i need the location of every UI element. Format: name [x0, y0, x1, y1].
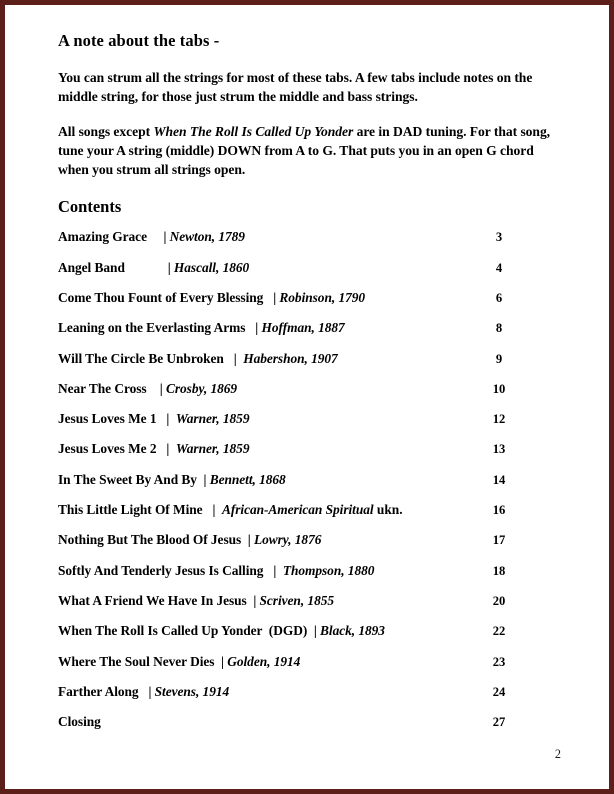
toc-entry-attribution: Robinson, 1790: [279, 289, 366, 305]
toc-entry-attribution: Newton, 1789: [169, 229, 245, 245]
paragraph-2-text-lead: All songs except: [58, 124, 154, 140]
toc-entry-title: Come Thou Fount of Every Blessing |: [58, 289, 280, 305]
toc-entry-title: Jesus Loves Me 2 |: [58, 441, 176, 457]
toc-entry-attribution: Bennett, 1868: [209, 471, 286, 487]
toc-entry-title: Closing: [58, 714, 101, 730]
toc-entry[interactable]: [58, 260, 561, 290]
toc-entry-page-number: 13: [492, 442, 506, 457]
toc-entry-page-number: 8: [495, 321, 503, 336]
toc-entry-title: Leaning on the Everlasting Arms |: [58, 320, 262, 336]
toc-entry-page-number: 27: [492, 715, 506, 730]
toc-entry[interactable]: [58, 502, 561, 532]
toc-entry-page-number: 24: [492, 684, 506, 699]
toc-entry-attribution: Golden, 1914: [227, 653, 301, 669]
toc-entry-title: Amazing Grace |: [58, 229, 170, 245]
song-title-emphasis: When The Roll Is Called Up Yonder: [153, 124, 354, 140]
toc-entry[interactable]: [58, 532, 561, 562]
toc-entry[interactable]: [58, 381, 561, 411]
toc-entry[interactable]: [58, 351, 561, 381]
toc-entry[interactable]: [58, 684, 561, 714]
toc-entry-page-number: 20: [492, 593, 506, 608]
toc-entry-title: Will The Circle Be Unbroken |: [58, 350, 244, 366]
toc-entry-page-number: 23: [492, 654, 506, 669]
toc-entry[interactable]: [58, 472, 561, 502]
toc-entry[interactable]: [58, 593, 561, 623]
page-number-folio: 2: [554, 747, 561, 761]
toc-entry-page-number: 4: [495, 260, 503, 275]
toc-entry-page-number: 9: [495, 351, 503, 366]
toc-entry[interactable]: [58, 441, 561, 471]
toc-entry-attribution: Stevens, 1914: [154, 683, 230, 699]
toc-entry-title: Farther Along |: [58, 683, 155, 699]
toc-entry-title: This Little Light Of Mine |: [58, 502, 222, 518]
toc-entry-attribution: Habershon, 1907: [243, 350, 338, 366]
toc-entry-title: In The Sweet By And By |: [58, 471, 210, 487]
toc-entry-page-number: 6: [495, 290, 503, 305]
toc-entry[interactable]: [58, 623, 561, 653]
toc-entry-attribution: Black, 1893: [320, 623, 385, 639]
toc-entry-title: Jesus Loves Me 1 |: [58, 411, 176, 427]
toc-entry-page-number: 17: [492, 533, 506, 548]
toc-entry-attribution: Thompson, 1880: [282, 562, 375, 578]
toc-entry-title: When The Roll Is Called Up Yonder (DGD) |: [58, 623, 321, 639]
toc-entry-attribution: Scriven, 1855: [259, 592, 334, 608]
toc-entry-page-number: 16: [492, 503, 506, 518]
toc-entry-title: Angel Band |: [58, 259, 174, 275]
toc-entry[interactable]: [58, 654, 561, 684]
toc-entry-title: Where The Soul Never Dies |: [58, 653, 228, 669]
toc-entry-page-number: 12: [492, 412, 506, 427]
toc-entry-title: Nothing But The Blood Of Jesus |: [58, 532, 254, 548]
toc-entry-title: What A Friend We Have In Jesus |: [58, 592, 260, 608]
table-of-contents: [58, 229, 561, 744]
toc-entry[interactable]: [58, 229, 561, 259]
toc-entry-page-number: 10: [492, 381, 506, 396]
toc-entry-attribution: Crosby, 1869: [165, 380, 238, 396]
toc-entry[interactable]: [58, 714, 561, 744]
toc-entry-suffix: ukn.: [373, 502, 403, 518]
intro-paragraph-1: You can strum all the strings for most of these tabs. A few tabs include notes on the middle string, for those just strum the middle and bass strings.: [58, 69, 533, 104]
toc-entry-title: Near The Cross |: [58, 380, 166, 396]
toc-entry-page-number: 3: [495, 230, 503, 245]
toc-entry-page-number: 14: [492, 472, 506, 487]
note-heading: A note about the tabs -: [58, 31, 220, 50]
toc-entry-attribution: Warner, 1859: [175, 411, 250, 427]
toc-entry[interactable]: [58, 563, 561, 593]
paragraph-2-text-tail: are in DAD tuning. For that song, tune your A string (middle) DOWN from A to G. That puts you in an open G chord when you strum all strings open.: [58, 124, 551, 177]
page-content-area: [5, 5, 609, 789]
toc-entry-page-number: 22: [492, 624, 506, 639]
intro-paragraph-2: [58, 123, 564, 179]
toc-entry-attribution: Lowry, 1876: [253, 532, 322, 548]
toc-entry-title: Softly And Tenderly Jesus Is Calling |: [58, 562, 283, 578]
toc-entry-attribution: African-American Spiritual: [221, 502, 374, 518]
toc-entry-page-number: 18: [492, 563, 506, 578]
contents-heading: Contents: [58, 196, 122, 216]
toc-entry-attribution: Warner, 1859: [175, 441, 250, 457]
toc-entry-attribution: Hascall, 1860: [173, 259, 250, 275]
toc-entry[interactable]: [58, 290, 561, 320]
toc-entry-attribution: Hoffman, 1887: [261, 320, 345, 336]
toc-entry[interactable]: [58, 320, 561, 350]
toc-entry[interactable]: [58, 411, 561, 441]
